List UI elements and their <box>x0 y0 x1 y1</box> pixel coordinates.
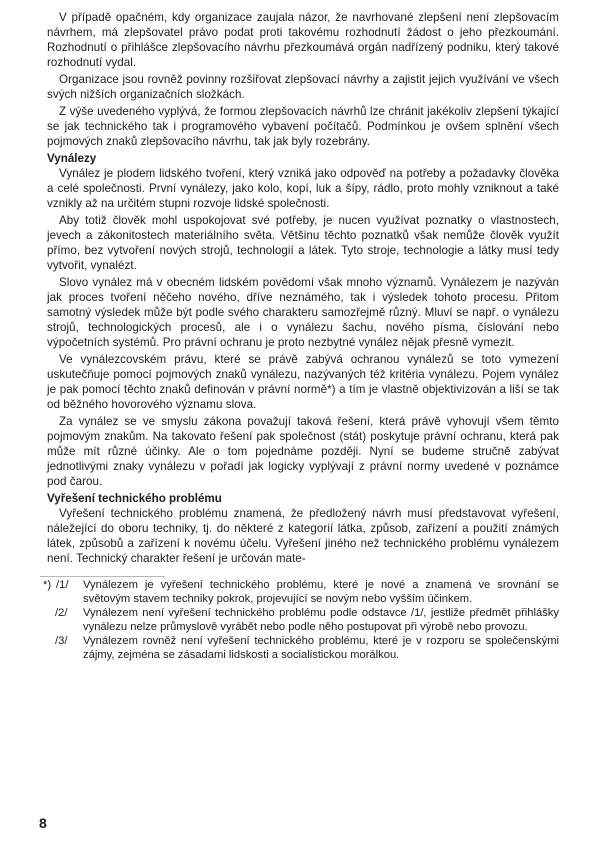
page-number: 8 <box>39 815 47 831</box>
footnote-text: Vynálezem není vyřešení technického problému podle odstavce /1/, jestliže předmět přihlášky vynálezu nelze průmyslově vyrábět nebo podle něho postupovat při výrobě nebo provozu. <box>83 607 559 633</box>
footnote-divider <box>40 576 165 577</box>
intro-paragraph: Organizace jsou rovněž povinny rozšiřovat zlepšovací návrhy a zajistit jejich využívání ve všech svých nižších organizačních složkách. <box>47 73 559 101</box>
section-vynalezy <box>47 151 559 489</box>
footnotes <box>43 579 559 662</box>
body-paragraph: Za vynález se ve smyslu zákona považují taková řešení, která právě vyhovují všem těmto pojmovým znakům. Na takovato řešení pak společnost (stát) poskytuje právní ochranu, která pak může mít různé účinky. Ale o tom pojednáme později. Nyní se budeme stručně zabývat jednotlivými znaky vynálezu v pořadí jak logicky vyplývají z právní normy uvedené v poznámce pod čarou. <box>47 415 559 488</box>
section-heading: Vynálezy <box>47 152 97 165</box>
intro-paragraph: V případě opačném, kdy organizace zaujala názor, že navrhované zlepšení není zlepšovacím návrhem, má zlepšovatel právo podat proti takovému rozhodnutí žádost o jeho přezkoumání. Rozhodnutí o přihlášce zlepšovacího návrhu přezkoumává orgán nadřízený podniku, který takové rozhodnutí vydal. <box>47 11 559 69</box>
footnote-item <box>43 607 559 634</box>
intro-section <box>47 10 559 149</box>
footnote-text: Vynálezem rovněž není vyřešení technického problému, které je v rozporu se společenskými zájmy, zejména se zásadami lidskosti a socialistickou morálkou. <box>83 635 559 661</box>
footnote-marker: *) <box>43 579 52 591</box>
section-heading: Vyřešení technického problému <box>47 492 222 505</box>
body-paragraph: Slovo vynález má v obecném lidském povědomí však mnoho významů. Vynálezem je nazýván jak proces tvoření něčeho nového, dříve neznámého, tak i výsledek tohoto procesu. Přitom samotný výsledek může být podle svého charakteru samozřejmě různý. Mluví se např. o vynálezu strojů, technologických procesů, ale i o vynálezu šachu, nového písma, číslování nebo výpočetních systémů. Pro právní ochranu je proto nezbytné vynález nějak přesně vymezit. <box>47 276 559 349</box>
body-paragraph: Vyřešení technického problému znamená, že předložený návrh musí představovat vyřešení, náležející do oboru techniky, tj. do některé z kategorií látka, způsob, zařízení a použití známých látek, způsobů a zařízení k novému účelu. Vyřešení jiného než technického problému vynálezem není. Technický charakter řešení je určován mate- <box>47 507 559 565</box>
body-paragraph: Vynález je plodem lidského tvoření, který vzniká jako odpověď na potřeby a požadavky člověka a celé společnosti. První vynálezy, jako kolo, kopí, luk a šípy, rádlo, proto mohly vzniknout a také vznikly až na určitém stupni rozvoje lidské společnosti. <box>47 167 559 210</box>
footnote-number: /3/ <box>55 635 68 647</box>
page-body <box>43 10 559 663</box>
intro-paragraph: Z výše uvedeného vyplývá, že formou zlepšovacích návrhů lze chránit jakékoliv zlepšení týkající se jak technického tak i programového vybavení počítačů. Podmínkou je ovšem splnění všech pojmových znaků zlepšovacího návrhu, tak jak byly rozebrány. <box>47 105 559 148</box>
footnote-number: /1/ <box>56 579 69 591</box>
footnote-item <box>43 635 559 662</box>
body-paragraph: Ve vynálezcovském právu, které se právě zabývá ochranou vynálezů se toto vymezení uskutečňuje pomocí pojmových znaků vynálezu, nazývaných též kritéria vynálezu. Pojem vynález je pak pomocí těchto znaků definován v právní normě*) a tím je vlastně objektivizován a liší se tak od běžného hovorového významu slova. <box>47 353 559 411</box>
footnote-number: /2/ <box>55 607 68 619</box>
footnote-text: Vynálezem je vyřešení technického problému, které je nové a znamená ve srovnání se světovým stavem techniky pokrok, projevující se novým nebo vyšším účinkem. <box>83 579 559 605</box>
section-vyreseni <box>47 491 559 566</box>
body-paragraph: Aby totiž člověk mohl uspokojovat své potřeby, je nucen využívat poznatky o vlastnostech, jevech a zákonitostech materiálního světa. Většinu těchto poznatků však nemůže člověk využít přímo, bez vytvoření nových strojů, technologií a látek. Tyto stroje, technologie a látky musí tedy vytvořit, vynalézt. <box>47 214 559 272</box>
footnote-item <box>43 579 559 606</box>
